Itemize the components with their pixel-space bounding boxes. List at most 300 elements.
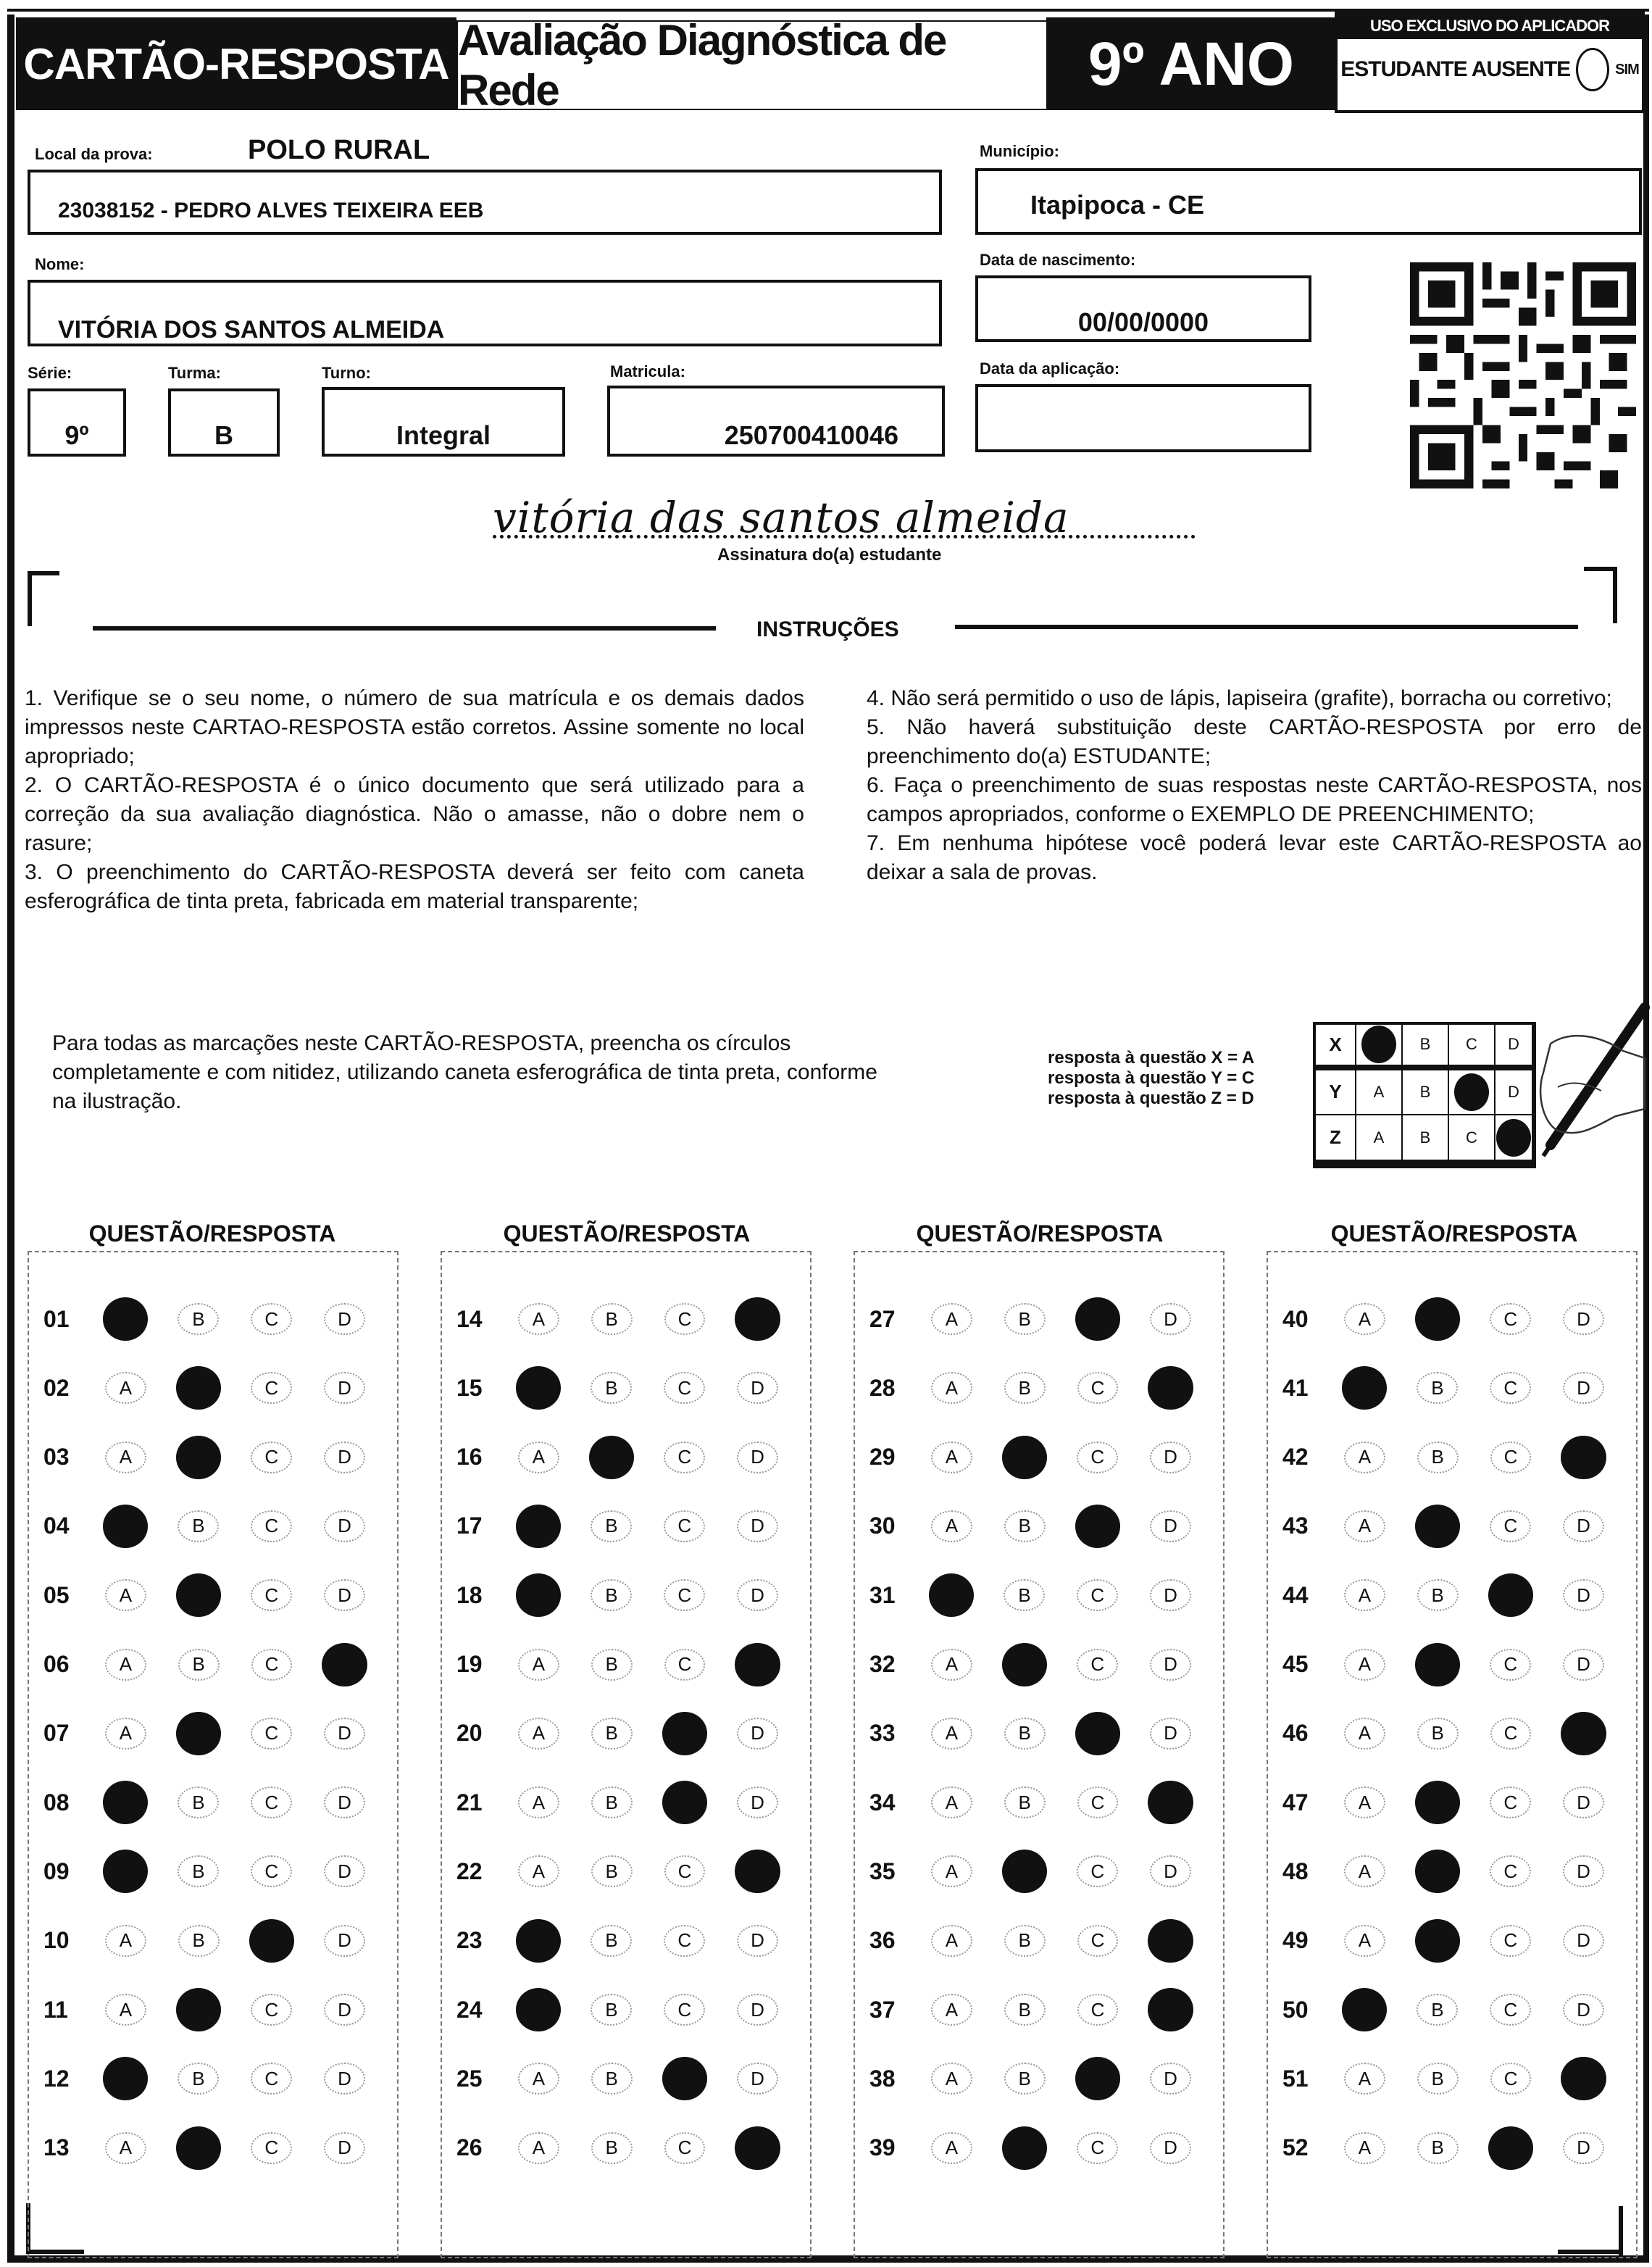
answer-bubble-b[interactable]: B <box>1417 2132 1459 2164</box>
answer-bubble-filled[interactable] <box>1342 1366 1388 1410</box>
answer-bubble-a[interactable]: A <box>931 1994 972 2026</box>
answer-bubble-filled[interactable] <box>1415 1919 1461 1963</box>
answer-row <box>29 2055 397 2102</box>
answer-bubble-c[interactable]: C <box>1077 1442 1118 1473</box>
question-number: 36 <box>869 1927 896 1954</box>
example-option: A <box>1356 1115 1403 1161</box>
corner-mark-top-left <box>28 571 59 575</box>
question-number: 16 <box>456 1444 483 1471</box>
answer-bubble-c[interactable]: C <box>1077 1855 1118 1887</box>
answer-bubble-a[interactable]: A <box>518 1649 559 1681</box>
answer-bubble-filled[interactable] <box>662 2057 708 2100</box>
answer-bubble-d[interactable]: D <box>324 1579 365 1611</box>
answer-bubble-b[interactable]: B <box>1004 1718 1046 1750</box>
answer-bubble-d[interactable]: D <box>324 1303 365 1335</box>
answer-bubble-filled[interactable] <box>176 2126 222 2170</box>
answer-bubble-b[interactable]: B <box>591 1510 632 1542</box>
answer-bubble-c[interactable]: C <box>1077 1994 1119 2026</box>
question-number: 09 <box>43 1858 70 1884</box>
answer-row <box>1268 1848 1636 1894</box>
answer-bubble-b[interactable]: B <box>1004 1994 1046 2026</box>
answer-bubble-a[interactable]: A <box>1344 2132 1385 2164</box>
answer-bubble-b[interactable]: B <box>591 1855 633 1887</box>
answer-bubble-a[interactable]: A <box>931 1372 972 1404</box>
serie-label: Série: <box>28 364 72 382</box>
answer-bubble-c[interactable]: C <box>664 1649 706 1681</box>
answer-bubble-d[interactable]: D <box>1150 1718 1191 1750</box>
answer-bubble-filled[interactable] <box>516 1366 562 1410</box>
answer-bubble-c[interactable]: C <box>251 1786 292 1818</box>
nome-field <box>28 280 942 346</box>
aplicacao-label: Data da aplicação: <box>980 359 1120 378</box>
answer-bubble-c[interactable]: C <box>251 1303 292 1335</box>
answer-bubble-filled[interactable] <box>176 1712 222 1755</box>
answer-bubble-filled[interactable] <box>1075 2057 1121 2100</box>
answer-bubble-d[interactable]: D <box>324 1372 365 1404</box>
answer-bubble-filled[interactable] <box>176 1436 222 1479</box>
example-row-label: Y <box>1316 1070 1356 1116</box>
answer-bubble-filled[interactable] <box>1002 2126 1048 2170</box>
answer-bubble-b[interactable]: B <box>1417 1579 1459 1611</box>
answer-bubble-filled[interactable] <box>1075 1712 1121 1755</box>
question-number: 44 <box>1282 1581 1309 1608</box>
answer-bubble-a[interactable]: A <box>518 1303 559 1335</box>
answer-bubble-b[interactable]: B <box>591 1994 632 2026</box>
answer-bubble-a[interactable]: A <box>1344 1303 1385 1335</box>
answer-bubble-filled[interactable] <box>735 1643 780 1686</box>
answer-bubble-a[interactable]: A <box>1344 1718 1385 1750</box>
answer-row <box>855 1710 1223 1757</box>
answer-bubble-d[interactable]: D <box>737 1718 778 1750</box>
answer-bubble-a[interactable]: A <box>931 1855 972 1887</box>
answer-bubble-b[interactable]: B <box>178 1510 219 1542</box>
answer-row <box>29 1987 397 2033</box>
answer-row <box>442 2055 810 2102</box>
answer-bubble-d[interactable]: D <box>324 2063 365 2095</box>
question-number: 12 <box>43 2065 70 2092</box>
answer-bubble-a[interactable]: A <box>1344 1925 1385 1957</box>
answer-bubble-d[interactable]: D <box>1563 1649 1604 1681</box>
nascimento-field <box>975 275 1311 342</box>
nome-label: Nome: <box>35 255 85 273</box>
answer-bubble-c[interactable]: C <box>1077 2132 1118 2164</box>
answer-row <box>442 1642 810 1688</box>
answer-bubble-a[interactable]: A <box>931 2132 972 2164</box>
answer-column <box>1267 1251 1638 2258</box>
answer-bubble-c[interactable]: C <box>1490 1303 1531 1335</box>
local-value: POLO RURAL <box>248 135 430 165</box>
answer-bubble-c[interactable]: C <box>1490 2063 1532 2095</box>
turno-value: Integral <box>396 420 491 450</box>
question-number: 49 <box>1282 1927 1309 1954</box>
answer-bubble-d[interactable]: D <box>324 1994 365 2026</box>
answer-bubble-filled[interactable] <box>103 1850 149 1893</box>
answer-bubble-filled[interactable] <box>662 1781 708 1824</box>
answer-bubble-c[interactable]: C <box>251 1649 293 1681</box>
answer-bubble-c[interactable]: C <box>251 1442 292 1473</box>
answer-bubble-a[interactable]: A <box>1344 1510 1385 1542</box>
answer-bubble-b[interactable]: B <box>1004 1303 1046 1335</box>
answer-row <box>1268 1503 1636 1550</box>
answer-bubble-b[interactable]: B <box>178 2063 219 2095</box>
answer-bubble-c[interactable]: C <box>1490 1925 1531 1957</box>
answer-bubble-d[interactable]: D <box>1563 1925 1604 1957</box>
matricula-label: Matricula: <box>610 362 685 380</box>
answer-bubble-b[interactable]: B <box>178 1786 219 1818</box>
answer-bubble-c[interactable]: C <box>1490 1510 1531 1542</box>
answer-bubble-c[interactable]: C <box>1490 1442 1532 1473</box>
applicator-box <box>1335 10 1645 113</box>
answer-bubble-c[interactable]: C <box>251 1372 292 1404</box>
answer-bubble-a[interactable]: A <box>1344 2063 1385 2095</box>
turno-label: Turno: <box>322 364 372 382</box>
answer-bubble-c[interactable]: C <box>251 1579 292 1611</box>
instruction-item: 4. Não será permitido o uso de lápis, lapiseira (grafite), borracha ou corretivo; <box>867 686 1612 710</box>
corner-mark-top-left <box>28 571 32 626</box>
answer-row <box>29 1503 397 1550</box>
answer-bubble-filled[interactable] <box>249 1919 295 1963</box>
question-number: 45 <box>1282 1651 1309 1677</box>
turno-field <box>322 387 565 457</box>
question-number: 21 <box>456 1789 483 1815</box>
answer-bubble-d[interactable]: D <box>1563 1510 1604 1542</box>
answer-bubble-d[interactable]: D <box>1150 1855 1191 1887</box>
instructions-right <box>867 684 1642 887</box>
answer-bubble-filled[interactable] <box>1415 1505 1461 1548</box>
school-field <box>28 170 942 235</box>
answer-bubble-filled[interactable] <box>176 1366 222 1410</box>
answer-bubble-a[interactable]: A <box>1344 1786 1385 1818</box>
answer-bubble-a[interactable]: A <box>931 1510 972 1542</box>
answer-bubble-filled[interactable] <box>1002 1643 1048 1686</box>
answer-row <box>442 1918 810 1964</box>
question-number: 46 <box>1282 1720 1309 1747</box>
answer-bubble-b[interactable]: B <box>591 1718 633 1750</box>
answer-row <box>855 1296 1223 1342</box>
answer-bubble-b[interactable]: B <box>1004 1786 1046 1818</box>
answer-bubble-c[interactable]: C <box>1490 1372 1531 1404</box>
answer-bubble-b[interactable]: B <box>591 1579 632 1611</box>
answer-bubble-filled[interactable] <box>1415 1781 1461 1824</box>
answer-bubble-b[interactable]: B <box>591 1303 633 1335</box>
answer-bubble-b[interactable]: B <box>1004 1372 1046 1404</box>
answer-bubble-c[interactable]: C <box>1490 1786 1531 1818</box>
answer-bubble-c[interactable]: C <box>664 1303 706 1335</box>
answer-bubble-a[interactable]: A <box>931 1786 972 1818</box>
answer-bubble-d[interactable]: D <box>324 1510 365 1542</box>
answer-bubble-d[interactable]: D <box>1563 1855 1604 1887</box>
question-number: 50 <box>1282 1996 1309 2023</box>
answer-bubble-c[interactable]: C <box>1077 1925 1119 1957</box>
absent-option-label: SIM <box>1615 61 1639 78</box>
example-filled-bubble <box>1449 1070 1495 1116</box>
question-number: 15 <box>456 1374 483 1401</box>
answer-bubble-filled[interactable] <box>1561 1712 1606 1755</box>
answers-header: QUESTÃO/RESPOSTA <box>916 1220 1164 1247</box>
answer-bubble-c[interactable]: C <box>664 1925 705 1957</box>
answer-bubble-filled[interactable] <box>1342 1988 1388 2031</box>
answer-bubble-c[interactable]: C <box>1490 1649 1531 1681</box>
answer-bubble-d[interactable]: D <box>324 1442 365 1473</box>
answers-header: QUESTÃO/RESPOSTA <box>88 1220 336 1247</box>
answer-bubble-filled[interactable] <box>1075 1505 1121 1548</box>
answer-bubble-filled[interactable] <box>662 1712 708 1755</box>
answer-row <box>29 1296 397 1342</box>
answer-row <box>29 1572 397 1618</box>
answer-row <box>29 1434 397 1481</box>
answer-bubble-d[interactable]: D <box>324 1855 365 1887</box>
answer-bubble-a[interactable]: A <box>518 2063 559 2095</box>
answer-bubble-filled[interactable] <box>1415 1297 1461 1341</box>
answer-bubble-d[interactable]: D <box>1563 1303 1604 1335</box>
question-number: 19 <box>456 1651 483 1677</box>
answer-bubble-d[interactable]: D <box>737 1510 778 1542</box>
answer-bubble-d[interactable]: D <box>1150 1303 1191 1335</box>
answer-bubble-d[interactable]: D <box>324 2132 365 2164</box>
answer-bubble-filled[interactable] <box>1488 1573 1534 1617</box>
answer-bubble-b[interactable]: B <box>591 1372 632 1404</box>
answer-bubble-d[interactable]: D <box>324 1786 365 1818</box>
answer-bubble-d[interactable]: D <box>1150 1579 1191 1611</box>
answer-bubble-filled[interactable] <box>516 1988 562 2031</box>
answer-bubble-d[interactable]: D <box>1150 2132 1191 2164</box>
answer-bubble-d[interactable]: D <box>1563 1372 1604 1404</box>
answer-column <box>854 1251 1225 2258</box>
answer-bubble-a[interactable]: A <box>105 1649 146 1681</box>
answer-bubble-c[interactable]: C <box>251 2132 292 2164</box>
answer-bubble-filled[interactable] <box>1002 1850 1048 1893</box>
answer-bubble-b[interactable]: B <box>591 2132 633 2164</box>
answer-bubble-b[interactable]: B <box>1004 1925 1046 1957</box>
question-number: 33 <box>869 1720 896 1747</box>
answer-row <box>29 1779 397 1826</box>
answer-bubble-c[interactable]: C <box>1077 1579 1118 1611</box>
answer-bubble-b[interactable]: B <box>178 1855 219 1887</box>
question-number: 04 <box>43 1513 70 1539</box>
question-number: 13 <box>43 2134 70 2161</box>
question-number: 35 <box>869 1858 896 1884</box>
answer-bubble-d[interactable]: D <box>1563 1579 1604 1611</box>
answer-bubble-filled[interactable] <box>103 1297 149 1341</box>
answer-bubble-b[interactable]: B <box>1417 2063 1459 2095</box>
aplicacao-field[interactable] <box>975 384 1311 452</box>
answer-bubble-b[interactable]: B <box>1417 1372 1458 1404</box>
answer-bubble-b[interactable]: B <box>1004 2063 1046 2095</box>
answer-bubble-filled[interactable] <box>1148 1366 1193 1410</box>
answer-bubble-filled[interactable] <box>516 1505 562 1548</box>
answer-bubble-b[interactable]: B <box>591 1925 632 1957</box>
answer-bubble-a[interactable]: A <box>1344 1649 1385 1681</box>
answer-bubble-d[interactable]: D <box>1150 1442 1191 1473</box>
answer-bubble-filled[interactable] <box>735 1850 780 1893</box>
answer-row <box>1268 1572 1636 1618</box>
answer-bubble-a[interactable]: A <box>105 2132 146 2164</box>
answer-row <box>442 1987 810 2033</box>
question-number: 40 <box>1282 1305 1309 1332</box>
answer-bubble-c[interactable]: C <box>1490 1994 1531 2026</box>
answer-bubble-b[interactable]: B <box>1004 1510 1046 1542</box>
answer-bubble-filled[interactable] <box>929 1573 975 1617</box>
answer-bubble-d[interactable]: D <box>737 2063 778 2095</box>
answer-bubble-b[interactable]: B <box>591 1649 633 1681</box>
answer-bubble-filled[interactable] <box>516 1919 562 1963</box>
answer-bubble-filled[interactable] <box>176 1988 222 2031</box>
answer-bubble-filled[interactable] <box>1561 1436 1606 1479</box>
answer-bubble-c[interactable]: C <box>251 1994 292 2026</box>
answer-bubble-a[interactable]: A <box>105 1372 146 1404</box>
answer-bubble-d[interactable]: D <box>737 1442 778 1473</box>
answer-bubble-a[interactable]: A <box>1344 1855 1385 1887</box>
answer-bubble-c[interactable]: C <box>664 1442 705 1473</box>
answer-bubble-d[interactable]: D <box>737 1579 778 1611</box>
answer-bubble-d[interactable]: D <box>1150 2063 1191 2095</box>
example-grid <box>1313 1022 1536 1168</box>
answer-bubble-filled[interactable] <box>1148 1988 1193 2031</box>
absent-bubble[interactable] <box>1576 48 1609 91</box>
answer-bubble-filled[interactable] <box>103 2057 149 2100</box>
answer-bubble-a[interactable]: A <box>931 1718 972 1750</box>
question-number: 07 <box>43 1720 70 1747</box>
question-number: 43 <box>1282 1513 1309 1539</box>
answer-bubble-a[interactable]: A <box>931 1303 972 1335</box>
answer-bubble-b[interactable]: B <box>178 1303 219 1335</box>
answer-bubble-a[interactable]: A <box>518 1442 559 1473</box>
question-number: 38 <box>869 2065 896 2092</box>
school-value: 23038152 - PEDRO ALVES TEIXEIRA EEB <box>58 199 484 222</box>
answer-bubble-filled[interactable] <box>176 1573 222 1617</box>
answer-bubble-filled[interactable] <box>1415 1850 1461 1893</box>
answer-bubble-filled[interactable] <box>1002 1436 1048 1479</box>
answer-bubble-filled[interactable] <box>1148 1781 1193 1824</box>
question-number: 17 <box>456 1513 483 1539</box>
answer-bubble-filled[interactable] <box>735 1297 780 1341</box>
answer-bubble-a[interactable]: A <box>105 1925 146 1957</box>
answer-bubble-c[interactable]: C <box>1490 1718 1532 1750</box>
example-row-label: Z <box>1316 1115 1356 1161</box>
answer-row <box>442 1503 810 1550</box>
answer-bubble-d[interactable]: D <box>324 1718 365 1750</box>
example-option: C <box>1449 1115 1495 1161</box>
fill-instruction-note: Para todas as marcações neste CARTÃO-RESPOSTA, preencha os círculos completamente e com nitidez, utilizando caneta esferográfica de tinta preta, conforme na ilustração. <box>52 1031 877 1113</box>
signature-line <box>493 535 1196 538</box>
answer-bubble-a[interactable]: A <box>105 1994 146 2026</box>
answer-bubble-b[interactable]: B <box>1417 1994 1458 2026</box>
answer-row <box>442 1779 810 1826</box>
answer-bubble-b[interactable]: B <box>178 1649 220 1681</box>
question-number: 52 <box>1282 2134 1309 2161</box>
question-number: 42 <box>1282 1444 1309 1471</box>
answer-bubble-a[interactable]: A <box>518 1855 559 1887</box>
answer-bubble-filled[interactable] <box>103 1781 149 1824</box>
answer-bubble-filled[interactable] <box>1488 2126 1534 2170</box>
handwritten-signature: vitória das santos almeida <box>493 493 1069 542</box>
answer-bubble-c[interactable]: C <box>1077 1372 1119 1404</box>
answer-bubble-c[interactable]: C <box>251 1855 292 1887</box>
answer-bubble-b[interactable]: B <box>1004 1579 1045 1611</box>
answer-bubble-filled[interactable] <box>1415 1643 1461 1686</box>
answer-bubble-b[interactable]: B <box>1417 1442 1459 1473</box>
answer-bubble-a[interactable]: A <box>931 1442 972 1473</box>
answer-bubble-a[interactable]: A <box>518 2132 559 2164</box>
answer-bubble-c[interactable]: C <box>664 1510 705 1542</box>
filled-bubble-icon <box>1361 1026 1396 1063</box>
answer-bubble-d[interactable]: D <box>1563 2132 1604 2164</box>
answer-bubble-filled[interactable] <box>1561 2057 1606 2100</box>
answer-bubble-a[interactable]: A <box>1344 1442 1385 1473</box>
answer-bubble-c[interactable]: C <box>664 1579 705 1611</box>
answer-bubble-c[interactable]: C <box>1077 1786 1119 1818</box>
answer-bubble-filled[interactable] <box>516 1573 562 1617</box>
answer-bubble-c[interactable]: C <box>664 2132 706 2164</box>
answer-bubble-d[interactable]: D <box>1563 1786 1604 1818</box>
answer-bubble-d[interactable]: D <box>737 1925 778 1957</box>
answer-row <box>855 1365 1223 1411</box>
answer-row <box>855 1779 1223 1826</box>
answer-bubble-d[interactable]: D <box>1150 1649 1191 1681</box>
answer-row <box>855 1848 1223 1894</box>
answer-bubble-a[interactable]: A <box>518 1718 559 1750</box>
answer-row <box>855 2125 1223 2171</box>
answer-row <box>855 1918 1223 1964</box>
answer-bubble-d[interactable]: D <box>737 1786 778 1818</box>
answer-bubble-a[interactable]: A <box>105 1718 146 1750</box>
answer-bubble-d[interactable]: D <box>1563 1994 1604 2026</box>
answer-row <box>1268 1779 1636 1826</box>
answer-bubble-c[interactable]: C <box>664 1855 706 1887</box>
answer-bubble-filled[interactable] <box>1148 1919 1193 1963</box>
answer-column <box>28 1251 399 2258</box>
answer-bubble-c[interactable]: C <box>1077 1649 1118 1681</box>
answer-bubble-filled[interactable] <box>735 2126 780 2170</box>
answer-bubble-c[interactable]: C <box>1490 1855 1531 1887</box>
instructions-divider-right <box>955 625 1578 629</box>
answer-bubble-d[interactable]: D <box>324 1925 365 1957</box>
answer-bubble-b[interactable]: B <box>1417 1718 1459 1750</box>
answer-bubble-filled[interactable] <box>589 1436 635 1479</box>
answer-bubble-c[interactable]: C <box>251 1718 292 1750</box>
answer-bubble-b[interactable]: B <box>178 1925 220 1957</box>
answer-bubble-c[interactable]: C <box>664 1372 705 1404</box>
answer-bubble-filled[interactable] <box>103 1505 149 1548</box>
answer-bubble-d[interactable]: D <box>737 1994 778 2026</box>
filled-bubble-icon <box>1454 1073 1489 1111</box>
question-number: 18 <box>456 1581 483 1608</box>
answer-bubble-a[interactable]: A <box>1344 1579 1385 1611</box>
answers-header: QUESTÃO/RESPOSTA <box>1330 1220 1578 1247</box>
question-number: 14 <box>456 1305 483 1332</box>
answer-bubble-a[interactable]: A <box>931 2063 972 2095</box>
answer-bubble-c[interactable]: C <box>251 1510 292 1542</box>
answer-bubble-a[interactable]: A <box>931 1649 972 1681</box>
answer-bubble-a[interactable]: A <box>105 1442 146 1473</box>
answer-bubble-a[interactable]: A <box>518 1786 559 1818</box>
answer-bubble-a[interactable]: A <box>931 1925 972 1957</box>
answer-bubble-filled[interactable] <box>1075 1297 1121 1341</box>
answer-bubble-d[interactable]: D <box>1150 1510 1191 1542</box>
answer-bubble-c[interactable]: C <box>664 1994 705 2026</box>
answer-bubble-filled[interactable] <box>322 1643 367 1686</box>
answer-row <box>29 1918 397 1964</box>
answer-bubble-b[interactable]: B <box>591 2063 633 2095</box>
instructions-left <box>25 684 804 916</box>
answer-bubble-c[interactable]: C <box>251 2063 292 2095</box>
answer-bubble-a[interactable]: A <box>105 1579 146 1611</box>
answer-row <box>442 1296 810 1342</box>
answer-bubble-d[interactable]: D <box>737 1372 778 1404</box>
question-number: 47 <box>1282 1789 1309 1815</box>
serie-value: 9º <box>64 420 89 450</box>
answer-bubble-b[interactable]: B <box>591 1786 633 1818</box>
